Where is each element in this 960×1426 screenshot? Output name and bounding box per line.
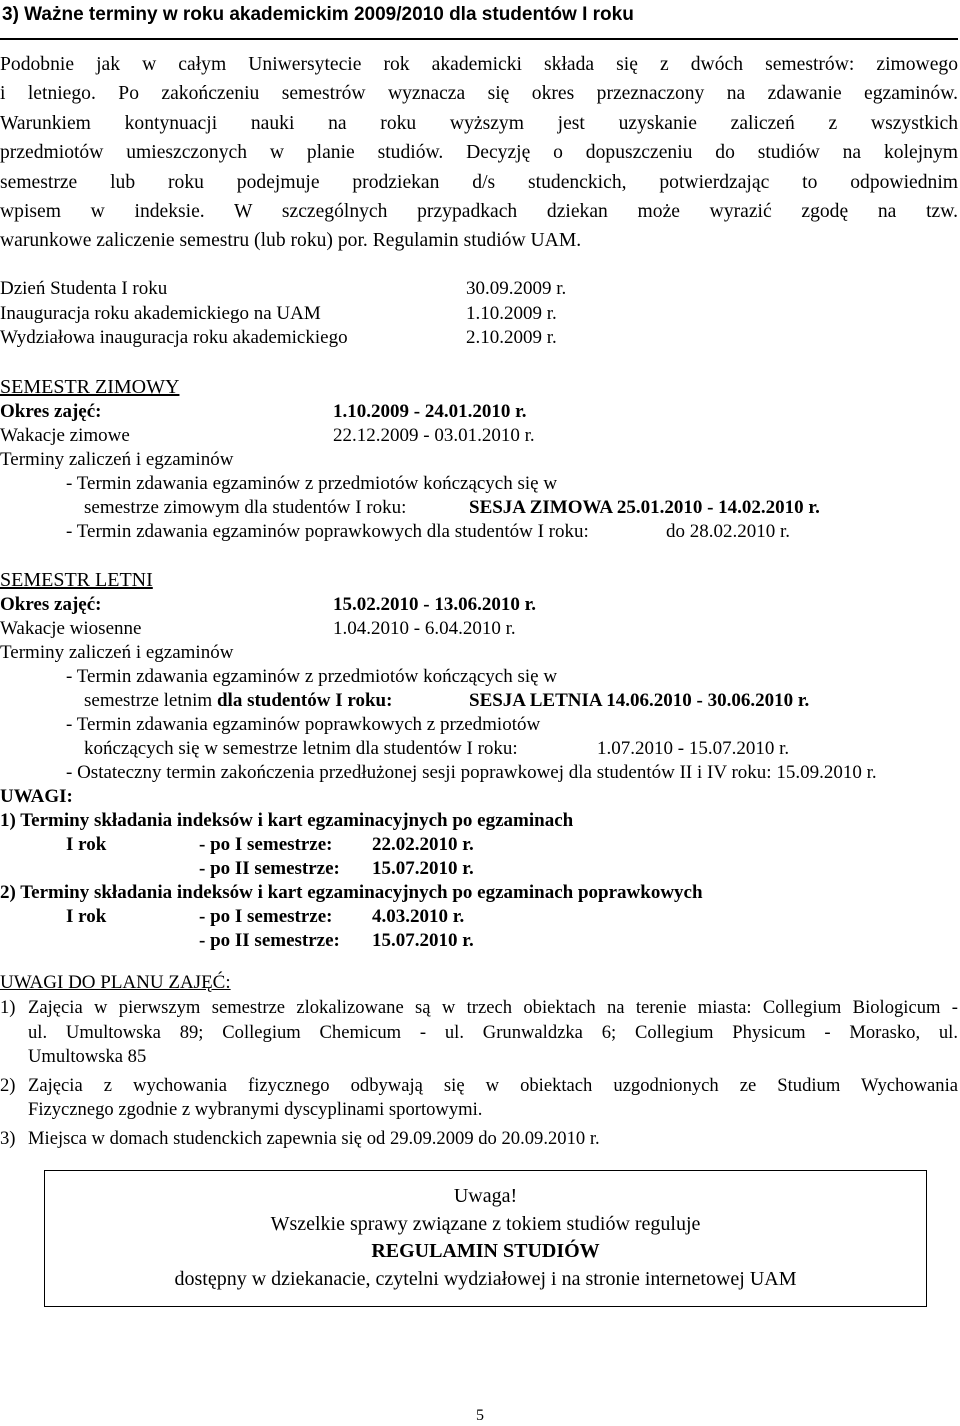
page-header — [0, 0, 958, 40]
uwagi-year-label: I rok — [66, 834, 107, 855]
winter-retake-line: - Termin zdawania egzaminów poprawkowych dla studentów I roku: — [66, 521, 589, 542]
plan-note-line: Miejsca w domach studenckich zapewnia się od 29.09.2009 do 20.09.2010 r. — [28, 1127, 600, 1149]
event-date: 2.10.2009 r. — [466, 327, 557, 348]
page-number: 5 — [476, 1407, 484, 1424]
uwagi-sem-label: - po II semestrze: — [199, 858, 340, 879]
uwagi-date: 22.02.2010 r. — [372, 834, 474, 855]
plan-note-line: Zajęcia z wychowania fizycznego odbywają się w obiektach uzgodnionych ze Studium Wychowania — [28, 1074, 958, 1096]
event-label: Inauguracja roku akademickiego na UAM — [0, 303, 321, 324]
notice-text: dostępny w dziekanacie, czytelni wydziałowej i na stronie internetowej UAM — [174, 1267, 797, 1290]
plan-note-line: Zajęcia w pierwszym semestrze zlokalizowane są w trzech obiektach na terenie miasta: Collegium Biologicum - — [28, 997, 958, 1018]
summer-classes-value: 15.02.2010 - 13.06.2010 r. — [333, 594, 537, 615]
uwagi-item-title: 2) Terminy składania indeksów i kart egzaminacyjnych po egzaminach poprawkowych — [0, 882, 703, 903]
winter-break-label: Wakacje zimowe — [0, 425, 130, 446]
winter-classes-label: Okres zajęć: — [0, 401, 102, 422]
winter-exam-line: semestrze zimowym dla studentów I roku: — [84, 497, 407, 518]
plan-notes-list — [0, 996, 958, 1151]
summer-retake-value: 1.07.2010 - 15.07.2010 r. — [597, 738, 790, 759]
summer-classes-label: Okres zajęć: — [0, 594, 102, 615]
event-label: Wydziałowa inauguracja roku akademickiego — [0, 327, 348, 348]
winter-heading: SEMESTR ZIMOWY — [0, 376, 180, 398]
uwagi-sem-label: - po II semestrze: — [199, 930, 340, 951]
uwagi-heading: UWAGI: — [0, 786, 73, 807]
summer-retake-line: - Termin zdawania egzaminów poprawkowych z przedmiotów — [66, 714, 541, 735]
plan-note-number: 1) — [0, 997, 16, 1018]
summer-final-line: - Ostateczny termin zakończenia przedłużonej sesji poprawkowej dla studentów II i IV roku: 15.09.2010 r. — [66, 762, 877, 783]
summer-break-value: 1.04.2010 - 6.04.2010 r. — [333, 618, 516, 639]
uwagi-item-title: 1) Terminy składania indeksów i kart egzaminacyjnych po egzaminach — [0, 810, 574, 831]
notice-regulation: REGULAMIN STUDIÓW — [371, 1240, 600, 1262]
summer-session: SESJA LETNIA 14.06.2010 - 30.06.2010 r. — [469, 690, 810, 711]
uwagi-date: 4.03.2010 r. — [372, 906, 465, 927]
page-title: 3) Ważne terminy w roku akademickim 2009/2010 dla studentów I roku — [2, 4, 634, 25]
winter-retake-value: do 28.02.2010 r. — [666, 521, 791, 542]
intro-line: semestrze lub roku podejmuje prodziekan d/s studenckich, potwierdzając to odpowiednim — [0, 171, 958, 193]
plan-note — [0, 996, 958, 1070]
uwagi-year-label: I rok — [66, 906, 107, 927]
intro-line: Warunkiem kontynuacji nauki na roku wyższym jest uzyskanie zaliczeń z wszystkich — [0, 112, 958, 134]
uwagi-sem-label: - po I semestrze: — [199, 906, 333, 927]
uwagi-date: 15.07.2010 r. — [372, 858, 474, 879]
summer-break-label: Wakacje wiosenne — [0, 618, 142, 639]
notice-text: Wszelkie sprawy związane z tokiem studiów reguluje — [270, 1212, 701, 1235]
summer-exam-line: semestrze letnim dla studentów I roku: — [84, 690, 393, 711]
summer-exams-label: Terminy zaliczeń i egzaminów — [0, 642, 234, 663]
summer-retake-line: kończących się w semestrze letnim dla studentów I roku: — [84, 738, 518, 759]
event-date: 30.09.2009 r. — [466, 278, 567, 299]
winter-session: SESJA ZIMOWA 25.01.2010 - 14.02.2010 r. — [469, 497, 820, 518]
plan-note-line: ul. Umultowska 89; Collegium Chemicum - ul. Grunwaldzka 6; Collegium Physicum - Morasko, ul. — [28, 1021, 958, 1043]
intro-line: przedmiotów umieszczonych w planie studiów. Decyzję o dopuszczeniu do studiów na kolejnym — [0, 142, 958, 164]
summer-heading: SEMESTR LETNI — [0, 569, 153, 591]
intro-paragraph — [0, 50, 958, 256]
plan-note-number: 2) — [0, 1074, 16, 1096]
winter-exam-line: - Termin zdawania egzaminów z przedmiotów kończących się w — [66, 473, 558, 494]
summer-exam-line: - Termin zdawania egzaminów z przedmiotów kończących się w — [66, 666, 558, 687]
plan-note — [0, 1074, 958, 1123]
plan-notes-heading: UWAGI DO PLANU ZAJĘĆ: — [0, 972, 231, 993]
winter-break-value: 22.12.2009 - 03.01.2010 r. — [333, 425, 535, 446]
event-date: 1.10.2009 r. — [466, 303, 557, 324]
winter-classes-value: 1.10.2009 - 24.01.2010 r. — [333, 401, 527, 422]
intro-line: Podobnie jak w całym Uniwersytecie rok akademicki składa się z dwóch semestrów: zimowego — [0, 54, 958, 75]
intro-line: warunkowe zaliczenie semestru (lub roku) por. Regulamin studiów UAM. — [0, 230, 582, 252]
winter-exams-label: Terminy zaliczeń i egzaminów — [0, 449, 234, 470]
plan-note-number: 3) — [0, 1127, 16, 1149]
plan-note-line: Fizycznego zgodnie z wybranymi dyscyplinami sportowymi. — [28, 1099, 483, 1120]
intro-line: wpisem w indeksie. W szczególnych przypadkach dziekan może wyrazić zgodę na tzw. — [0, 200, 958, 222]
plan-note-line: Umultowska 85 — [28, 1046, 147, 1067]
uwagi-sem-label: - po I semestrze: — [199, 834, 333, 855]
uwagi-date: 15.07.2010 r. — [372, 930, 474, 951]
notice-box — [44, 1170, 927, 1307]
event-label: Dzień Studenta I roku — [0, 278, 168, 299]
intro-line: i letniego. Po zakończeniu semestrów wyznacza się okres przeznaczony na zdawanie egzaminów. — [0, 83, 958, 105]
plan-note — [0, 1127, 958, 1152]
notice-title: Uwaga! — [453, 1185, 518, 1207]
